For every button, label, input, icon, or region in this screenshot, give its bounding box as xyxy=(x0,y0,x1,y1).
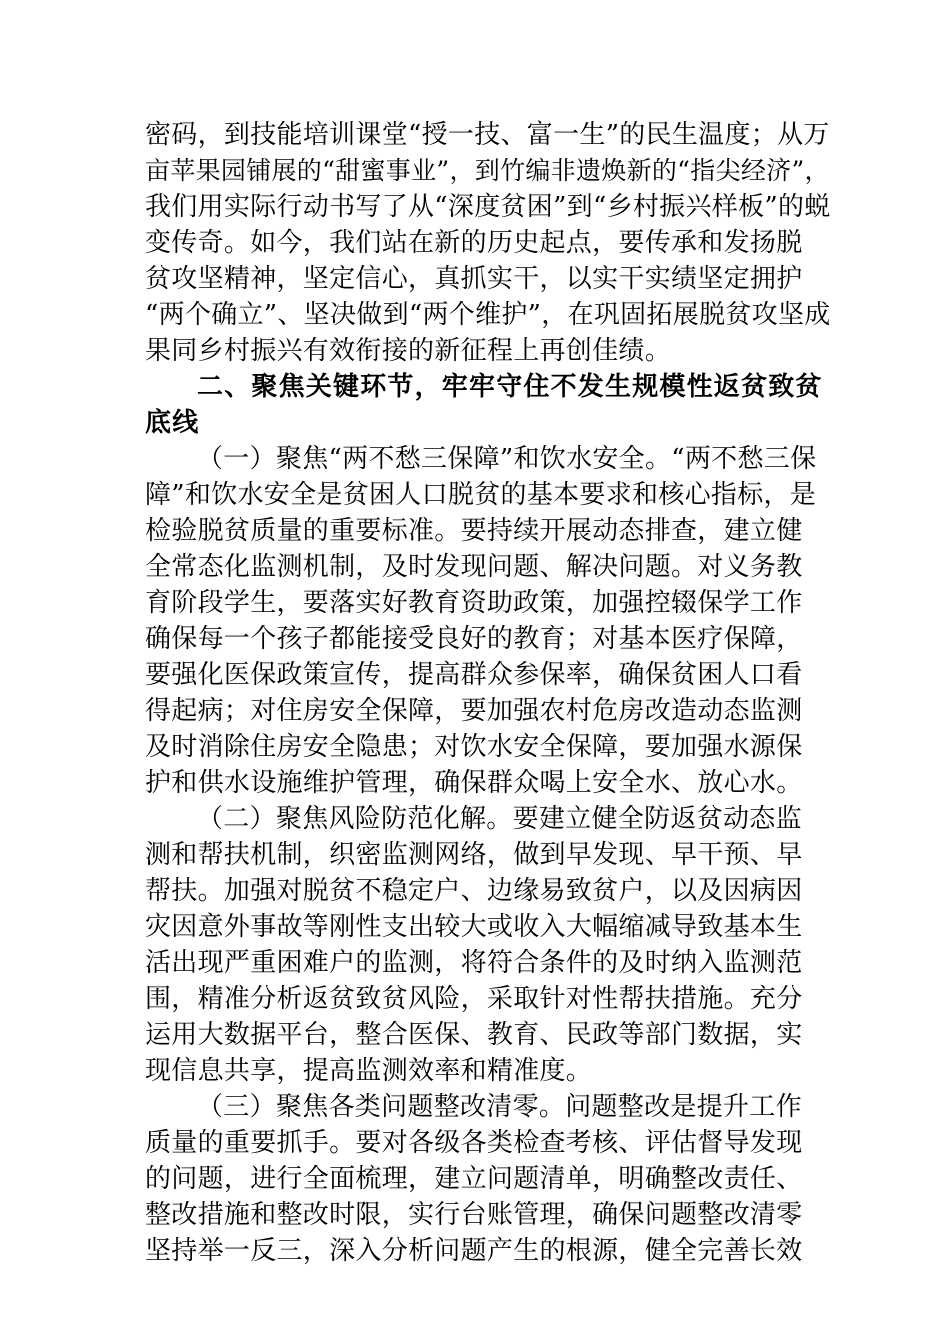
text-line: 帮扶。加强对脱贫不稳定户、边缘易致贫户，以及因病因 xyxy=(145,876,803,906)
text-line: 活出现严重困难户的监测，将符合条件的及时纳入监测范 xyxy=(145,948,803,978)
text-line: 贫攻坚精神，坚定信心，真抓实干，以实干实绩坚定拥护 xyxy=(145,264,803,294)
text-line: 整改措施和整改时限，实行台账管理，确保问题整改清零 xyxy=(145,1200,803,1230)
text-line: 全常态化监测机制，及时发现问题、解决问题。对义务教 xyxy=(145,552,803,582)
text-line: 检验脱贫质量的重要标准。要持续开展动态排查，建立健 xyxy=(145,516,803,546)
text-line: 围，精准分析返贫致贫风险，采取针对性帮扶措施。充分 xyxy=(145,984,803,1014)
text-line: 的问题，进行全面梳理，建立问题清单，明确整改责任、 xyxy=(145,1164,803,1194)
text-line: 灾因意外事故等刚性支出较大或收入大幅缩减导致基本生 xyxy=(145,912,803,942)
text-line: 亩苹果园铺展的“甜蜜事业”，到竹编非遗焕新的“指尖经济”， xyxy=(145,156,830,185)
subsection-heading-3: （三）聚焦各类问题整改清零。问题整改是提升工作 xyxy=(197,1092,802,1122)
text-line: 确保每一个孩子都能接受良好的教育；对基本医疗保障， xyxy=(145,624,803,654)
text-line: 测和帮扶机制，织密监测网络，做到早发现、早干预、早 xyxy=(145,840,803,870)
text-line: 护和供水设施维护管理，确保群众喝上安全水、放心水。 xyxy=(145,768,803,798)
section-heading-continued: 底线 xyxy=(145,408,200,438)
text-line: 质量的重要抓手。要对各级各类检查考核、评估督导发现 xyxy=(145,1128,803,1158)
subsection-heading-1: （一）聚焦“两不愁三保障”和饮水安全。“两不愁三保 xyxy=(197,444,817,474)
text-line: 变传奇。如今，我们站在新的历史起点，要传承和发扬脱 xyxy=(145,228,803,258)
text-line: 运用大数据平台，整合医保、教育、民政等部门数据，实 xyxy=(145,1020,803,1050)
text-line: 我们用实际行动书写了从“深度贫困”到“乡村振兴样板”的蜕 xyxy=(145,192,831,222)
text-line: 密码，到技能培训课堂“授一技、富一生”的民生温度；从万 xyxy=(145,120,830,150)
section-heading: 二、聚焦关键环节，牢牢守住不发生规模性返贫致贫 xyxy=(197,372,823,402)
text-line: 现信息共享，提高监测效率和精准度。 xyxy=(145,1056,593,1086)
subsection-heading-2: （二）聚焦风险防范化解。要建立健全防返贫动态监 xyxy=(197,804,802,834)
text-line: 坚持举一反三，深入分析问题产生的根源，健全完善长效 xyxy=(145,1236,803,1266)
text-line: 得起病；对住房安全保障，要加强农村危房改造动态监测 xyxy=(145,696,803,726)
text-line: 要强化医保政策宣传，提高群众参保率，确保贫困人口看 xyxy=(145,660,803,690)
text-line: “两个确立”、坚决做到“两个维护”，在巩固拓展脱贫攻坚成 xyxy=(145,300,831,330)
text-line: 障”和饮水安全是贫困人口脱贫的基本要求和核心指标，是 xyxy=(145,480,817,510)
text-line: 育阶段学生，要落实好教育资助政策，加强控辍保学工作 xyxy=(145,588,803,618)
text-line: 果同乡村振兴有效衔接的新征程上再创佳绩。 xyxy=(145,336,672,366)
text-line: 及时消除住房安全隐患；对饮水安全保障，要加强水源保 xyxy=(145,732,803,762)
